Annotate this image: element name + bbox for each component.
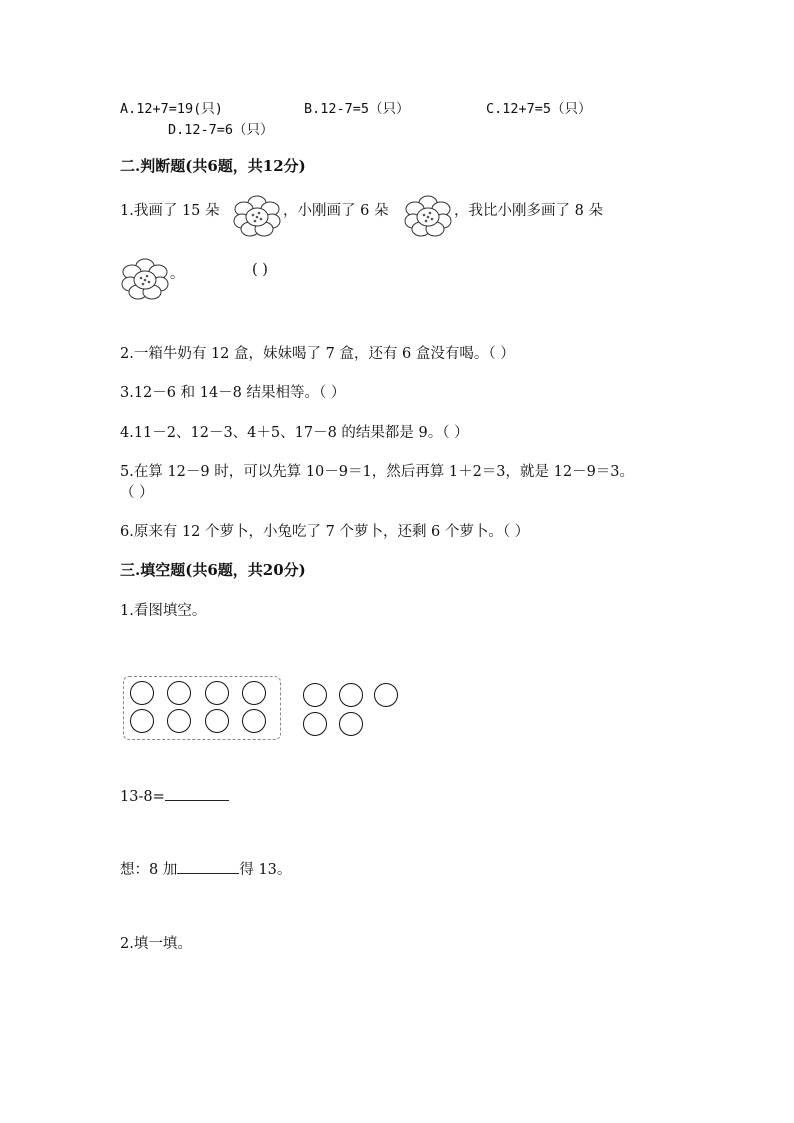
q2-1-num: 1. [120,203,134,219]
q2-5-line2[interactable]: （ ） [120,485,154,501]
circle [130,709,154,733]
circle [167,709,191,733]
circle [303,712,327,736]
eq2-post-text: 得 13。 [239,862,292,878]
q2-1-part3: ，我比小刚多画了 8 朵 [454,203,603,219]
q2-1-part4: 。 [170,266,185,282]
circle [205,709,229,733]
q3-2: 2.填一填。 [120,936,192,952]
circle [303,683,327,707]
circle [339,683,363,707]
q2-1-part1: 我画了 15 朵 [133,203,220,219]
option-d: D.12-7=6（只） [168,122,274,138]
q2-6: 6.原来有 12 个萝卜，小兔吃了 7 个萝卜，还剩 6 个萝卜。（ ） [120,524,530,540]
answer-blank[interactable] [177,859,239,874]
flower-icon [233,193,281,239]
eq-13-minus-8 [120,786,229,805]
q2-5-line1: 5.在算 12－9 时，可以先算 10－9＝1，然后再算 1＋2＝3，就是 12－9＝3。 [120,464,635,480]
flower-icon [404,193,452,239]
q2-1-line1 [120,199,220,220]
flower-icon [121,256,169,302]
answer-blank[interactable] [165,786,229,801]
q2-4: 4.11－2、12－3、4＋5、17－8 的结果都是 9。（ ） [120,425,469,441]
eq1-text: 13-8= [120,789,165,805]
circle [167,681,191,705]
circle [205,681,229,705]
section-2-title: 二.判断题(共6题，共12分) [120,157,306,175]
circle [242,709,266,733]
q2-1-part2: ，小刚画了 6 朵 [283,203,389,219]
section-3-title: 三.填空题(共6题，共20分) [120,561,306,579]
q2-1-answer-paren[interactable]: ( ) [252,262,268,278]
option-a: A.12+7=19(只) [120,101,223,117]
eq-think [120,858,291,879]
circle [130,681,154,705]
circle [374,683,398,707]
option-b: B.12-7=5（只） [304,101,410,117]
circle [339,712,363,736]
q2-2: 2.一箱牛奶有 12 盒，妹妹喝了 7 盒，还有 6 盒没有喝。（ ） [120,346,515,362]
q3-1: 1.看图填空。 [120,603,207,619]
option-c: C.12+7=5（只） [486,101,592,117]
q2-3: 3.12－6 和 14－8 结果相等。（ ） [120,385,346,401]
circle [242,681,266,705]
eq2-pre-text: 想：8 加 [120,862,178,878]
